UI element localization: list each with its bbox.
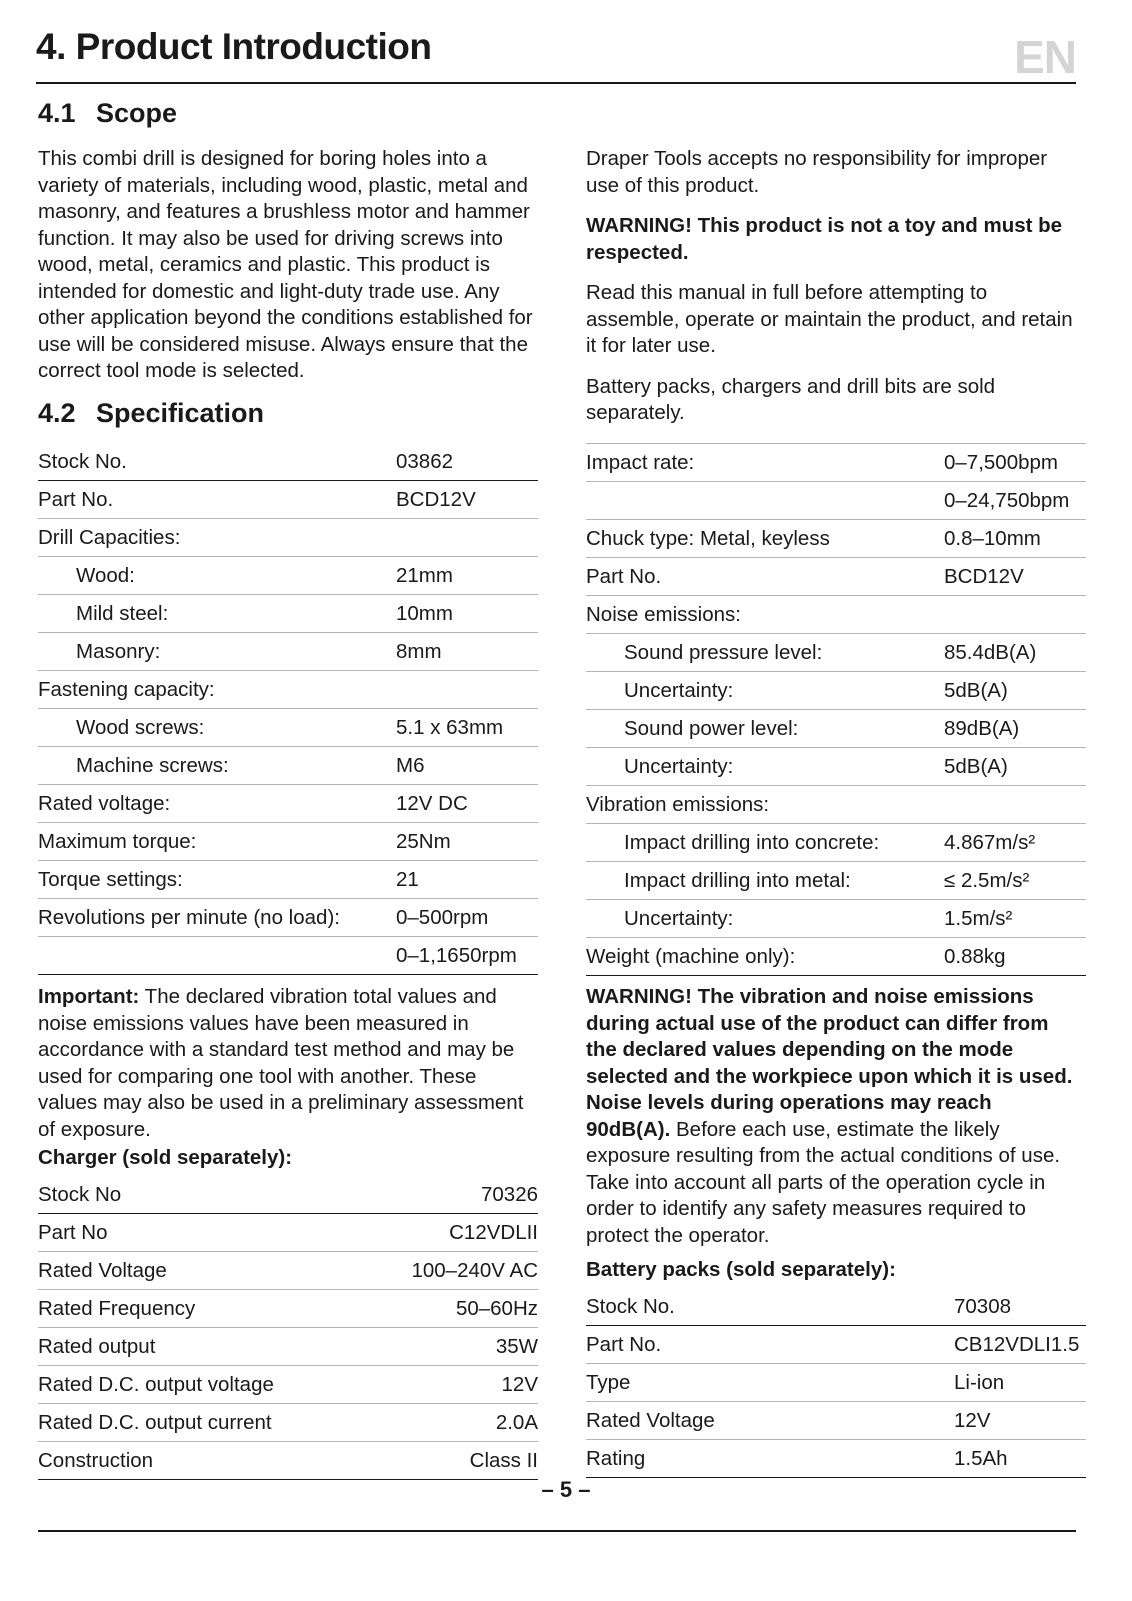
spec-right-table-wrap xyxy=(586,443,1086,976)
table-row xyxy=(586,520,1086,558)
spec-value: 89dB(A) xyxy=(944,710,1086,748)
spec-value: 50–60Hz xyxy=(338,1290,538,1328)
spec-label xyxy=(586,482,944,520)
spec-value: Class II xyxy=(338,1442,538,1480)
table-row xyxy=(586,444,1086,482)
table-row xyxy=(586,1440,1086,1478)
table-row xyxy=(586,824,1086,862)
spec-value: 0–7,500bpm xyxy=(944,444,1086,482)
spec-value: CB12VDLI1.5 xyxy=(954,1326,1086,1364)
spec-label: Wood screws: xyxy=(38,709,396,747)
table-row xyxy=(38,1252,538,1290)
spec-label: Part No xyxy=(38,1214,338,1252)
table-row xyxy=(38,595,538,633)
responsibility-text: Draper Tools accepts no responsibility for improper use of this product. xyxy=(586,147,1048,197)
spec-left-table xyxy=(38,443,538,975)
spec-value: M6 xyxy=(396,747,538,785)
table-row xyxy=(38,1404,538,1442)
spec-label: Torque settings: xyxy=(38,861,396,899)
table-row xyxy=(38,823,538,861)
spec-label: Maximum torque: xyxy=(38,823,396,861)
spec-value: 0–24,750bpm xyxy=(944,482,1086,520)
spec-label: Vibration emissions: xyxy=(586,786,944,824)
scope-description: This combi drill is designed for boring holes into a variety of materials, including wood, plastic, metal and masonry, and features a brushless motor and hammer function. It may also be used for driving screws into wood, metal, ceramics and plastic. This product is intended for domestic and light-duty trade use. Any other application beyond the conditions established for use will be considered misuse. Always ensure that the correct tool mode is selected. xyxy=(38,147,533,382)
spec-label: Chuck type: Metal, keyless xyxy=(586,520,944,558)
spec-label: Rated voltage: xyxy=(38,785,396,823)
spec-value: 5.1 x 63mm xyxy=(396,709,538,747)
emissions-warning xyxy=(586,984,1076,1249)
spec-value: 0.88kg xyxy=(944,938,1086,976)
title-divider xyxy=(36,82,1076,84)
spec-label: Weight (machine only): xyxy=(586,938,944,976)
spec-label: Mild steel: xyxy=(38,595,396,633)
spec-label: Uncertainty: xyxy=(586,900,944,938)
spec-value: 12V DC xyxy=(396,785,538,823)
table-row xyxy=(586,862,1086,900)
spec-value: 85.4dB(A) xyxy=(944,634,1086,672)
table-row xyxy=(586,710,1086,748)
spec-value xyxy=(944,786,1086,824)
spec-value: 25Nm xyxy=(396,823,538,861)
spec-value: 5dB(A) xyxy=(944,748,1086,786)
spec-label: Wood: xyxy=(38,557,396,595)
spec-label: Uncertainty: xyxy=(586,748,944,786)
important-text: The declared vibration total values and noise emissions values have been measured in accordance with a standard test method and may be used for comparing one tool with another. These values may also be used in a preliminary assessment of exposure. xyxy=(38,985,524,1141)
important-label: Important: xyxy=(38,985,140,1008)
table-row xyxy=(38,671,538,709)
sold-separately-text: Battery packs, chargers and drill bits are sold separately. xyxy=(586,374,996,424)
table-row xyxy=(586,938,1086,976)
table-row xyxy=(38,633,538,671)
spec-value: BCD12V xyxy=(396,481,538,519)
spec-label xyxy=(38,937,396,975)
spec-value xyxy=(396,671,538,709)
spec-value xyxy=(944,596,1086,634)
spec-value: 4.867m/s² xyxy=(944,824,1086,862)
scope-left-column xyxy=(38,146,538,385)
charger-table xyxy=(38,1176,538,1480)
table-row xyxy=(38,899,538,937)
table-row xyxy=(586,558,1086,596)
page-number: – 5 – xyxy=(541,1477,591,1502)
spec-left-table-wrap xyxy=(38,443,538,975)
spec-label: Type xyxy=(586,1364,954,1402)
spec-number: 4.2 xyxy=(38,398,76,428)
spec-label: Part No. xyxy=(586,1326,954,1364)
table-row xyxy=(38,519,538,557)
footer-divider xyxy=(38,1530,1076,1532)
table-row xyxy=(586,1288,1086,1326)
table-row xyxy=(38,1214,538,1252)
spec-label: Part No. xyxy=(586,558,944,596)
spec-label: Rated Voltage xyxy=(38,1252,338,1290)
spec-heading xyxy=(38,398,264,429)
table-row xyxy=(586,672,1086,710)
battery-heading: Battery packs (sold separately): xyxy=(586,1258,896,1281)
spec-label: Impact rate: xyxy=(586,444,944,482)
spec-value: 03862 xyxy=(396,443,538,481)
spec-value: 12V xyxy=(338,1366,538,1404)
spec-label: Rated Frequency xyxy=(38,1290,338,1328)
language-badge: EN xyxy=(1014,31,1076,83)
spec-label: Rating xyxy=(586,1440,954,1478)
table-row xyxy=(38,747,538,785)
table-row xyxy=(586,482,1086,520)
spec-label: Rated Voltage xyxy=(586,1402,954,1440)
spec-label: Sound power level: xyxy=(586,710,944,748)
read-manual-text: Read this manual in full before attempting to assemble, operate or maintain the product, and retain it for later use. xyxy=(586,281,1073,357)
spec-label: Drill Capacities: xyxy=(38,519,396,557)
scope-title: Scope xyxy=(96,98,178,128)
spec-value: 0–1,1650rpm xyxy=(396,937,538,975)
table-row xyxy=(38,1442,538,1480)
table-row xyxy=(586,786,1086,824)
table-row xyxy=(38,1366,538,1404)
spec-value: 21mm xyxy=(396,557,538,595)
spec-value: 100–240V AC xyxy=(338,1252,538,1290)
table-row xyxy=(586,900,1086,938)
spec-value: 70326 xyxy=(338,1176,538,1214)
spec-label: Construction xyxy=(38,1442,338,1480)
spec-value: 1.5Ah xyxy=(954,1440,1086,1478)
spec-label: Uncertainty: xyxy=(586,672,944,710)
table-row xyxy=(38,1290,538,1328)
table-row xyxy=(38,937,538,975)
table-row xyxy=(586,748,1086,786)
table-row xyxy=(586,596,1086,634)
spec-value: C12VDLII xyxy=(338,1214,538,1252)
spec-title: Specification xyxy=(96,398,265,428)
spec-label: Noise emissions: xyxy=(586,596,944,634)
table-row xyxy=(38,785,538,823)
spec-value: Li-ion xyxy=(954,1364,1086,1402)
scope-number: 4.1 xyxy=(38,98,76,128)
table-row xyxy=(38,1176,538,1214)
table-row xyxy=(38,443,538,481)
spec-value: 1.5m/s² xyxy=(944,900,1086,938)
spec-label: Machine screws: xyxy=(38,747,396,785)
table-row xyxy=(586,1402,1086,1440)
emissions-warning-text: Before each use, estimate the likely exposure resulting from the actual conditions of use. Take into account all parts of the operation cycle in order to identify any safety measures required to protect the operator. xyxy=(586,1117,1061,1247)
important-note xyxy=(38,984,538,1143)
spec-value: 70308 xyxy=(954,1288,1086,1326)
spec-label: Rated output xyxy=(38,1328,338,1366)
spec-value: 35W xyxy=(338,1328,538,1366)
spec-right-table xyxy=(586,443,1086,976)
scope-right-column xyxy=(586,146,1076,427)
spec-label: Stock No xyxy=(38,1176,338,1214)
spec-value: 2.0A xyxy=(338,1404,538,1442)
spec-value: 21 xyxy=(396,861,538,899)
charger-section xyxy=(38,1146,538,1480)
table-row xyxy=(586,1364,1086,1402)
table-row xyxy=(38,557,538,595)
spec-label: Stock No. xyxy=(38,443,396,481)
spec-label: Rated D.C. output current xyxy=(38,1404,338,1442)
spec-value: 0–500rpm xyxy=(396,899,538,937)
table-row xyxy=(38,861,538,899)
table-row xyxy=(38,1328,538,1366)
spec-label: Sound pressure level: xyxy=(586,634,944,672)
spec-value: 12V xyxy=(954,1402,1086,1440)
emissions-warning-bold: WARNING! The vibration and noise emissions during actual use of the product can differ from the declared values depending on the mode selected and the workpiece upon which it is used. Noise levels during operations may reach 90dB(A). xyxy=(586,985,1073,1141)
spec-value: 8mm xyxy=(396,633,538,671)
spec-label: Impact drilling into concrete: xyxy=(586,824,944,862)
spec-label: Part No. xyxy=(38,481,396,519)
spec-value: 10mm xyxy=(396,595,538,633)
spec-label: Impact drilling into metal: xyxy=(586,862,944,900)
table-row xyxy=(38,709,538,747)
battery-section xyxy=(586,1258,1086,1478)
scope-heading xyxy=(38,98,177,129)
table-row xyxy=(586,634,1086,672)
spec-label: Fastening capacity: xyxy=(38,671,396,709)
spec-label: Stock No. xyxy=(586,1288,954,1326)
spec-label: Masonry: xyxy=(38,633,396,671)
spec-value xyxy=(396,519,538,557)
spec-label: Rated D.C. output voltage xyxy=(38,1366,338,1404)
spec-value: BCD12V xyxy=(944,558,1086,596)
battery-table xyxy=(586,1288,1086,1478)
table-row xyxy=(38,481,538,519)
spec-value: ≤ 2.5m/s² xyxy=(944,862,1086,900)
spec-value: 5dB(A) xyxy=(944,672,1086,710)
charger-heading: Charger (sold separately): xyxy=(38,1146,293,1169)
spec-label: Revolutions per minute (no load): xyxy=(38,899,396,937)
toy-warning: WARNING! This product is not a toy and must be respected. xyxy=(586,214,1063,264)
page-title: 4. Product Introduction xyxy=(36,26,432,67)
spec-value: 0.8–10mm xyxy=(944,520,1086,558)
table-row xyxy=(586,1326,1086,1364)
